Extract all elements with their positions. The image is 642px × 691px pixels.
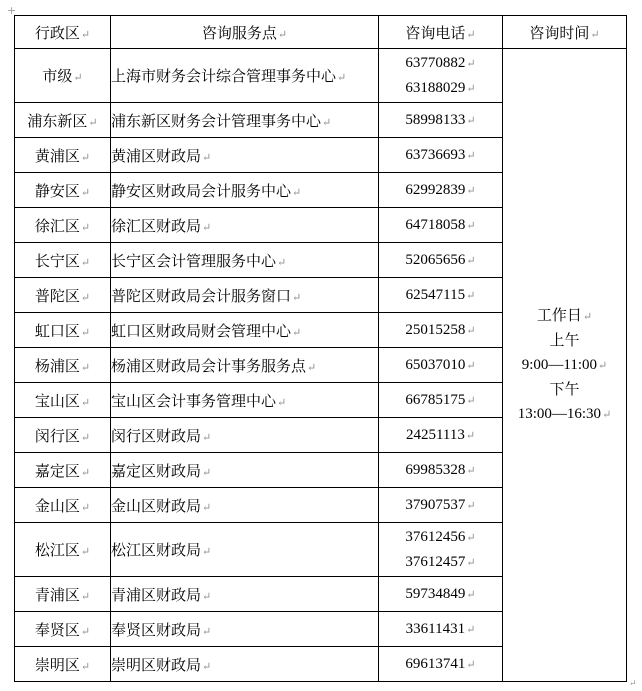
phone-number: 66785175↵ — [405, 391, 476, 408]
return-mark: ↵ — [292, 291, 302, 304]
phone-number: 62547115↵ — [405, 286, 476, 303]
district-cell: 虹口区↵ — [15, 313, 111, 348]
consultation-time-cell — [503, 49, 627, 682]
phone-number: 52065656↵ — [405, 251, 476, 268]
district-cell: 青浦区↵ — [15, 577, 111, 612]
return-mark: ↵ — [466, 57, 476, 70]
phone-number: 37907537↵ — [405, 496, 476, 513]
return-mark: ↵ — [80, 291, 91, 304]
service-point-cell: 徐汇区财政局↵ — [111, 208, 379, 243]
header-row — [15, 16, 627, 49]
district-cell: 松江区↵ — [15, 523, 111, 577]
table-body — [15, 49, 627, 682]
district-cell: 静安区↵ — [15, 173, 111, 208]
service-point-cell: 浦东新区财务会计管理事务中心↵ — [111, 103, 379, 138]
phone-number: 58998133↵ — [405, 111, 476, 128]
phone-cell — [379, 278, 503, 313]
consultation-table — [14, 15, 627, 682]
return-mark: ↵ — [466, 28, 476, 41]
phone-cell — [379, 348, 503, 383]
district-cell: 长宁区↵ — [15, 243, 111, 278]
return-mark: ↵ — [466, 531, 476, 544]
header-time — [503, 16, 627, 49]
return-mark: ↵ — [466, 588, 476, 601]
return-mark: ↵ — [292, 326, 302, 339]
time-line: 9:00—11:00↵ — [521, 356, 608, 373]
phone-number: 25015258↵ — [405, 321, 476, 338]
phone-cell — [379, 488, 503, 523]
return-mark: ↵ — [80, 590, 91, 603]
return-mark: ↵ — [202, 431, 212, 444]
return-mark: ↵ — [202, 625, 212, 638]
return-mark: ↵ — [80, 660, 91, 673]
phone-cell — [379, 173, 503, 208]
phone-cell — [379, 138, 503, 173]
return-mark: ↵ — [202, 590, 212, 603]
header-phone-label: 咨询电话 — [405, 25, 466, 42]
service-point-cell: 长宁区会计管理服务中心↵ — [111, 243, 379, 278]
return-mark: ↵ — [80, 151, 91, 164]
return-mark: ↵ — [466, 394, 476, 407]
service-point-cell: 崇明区财政局↵ — [111, 647, 379, 682]
return-mark: ↵ — [466, 149, 476, 162]
return-mark: ↵ — [582, 310, 593, 323]
return-mark: ↵ — [322, 116, 332, 129]
return-mark: ↵ — [466, 289, 476, 302]
phone-number: 62992839↵ — [405, 181, 476, 198]
phone-number: 69613741↵ — [405, 655, 476, 672]
return-mark: ↵ — [80, 625, 91, 638]
phone-cell — [379, 208, 503, 243]
district-cell: 浦东新区↵ — [15, 103, 111, 138]
phone-cell — [379, 453, 503, 488]
return-mark: ↵ — [466, 623, 476, 636]
district-cell: 黄浦区↵ — [15, 138, 111, 173]
phone-number: 64718058↵ — [405, 216, 476, 233]
district-cell: 徐汇区↵ — [15, 208, 111, 243]
return-mark: ↵ — [590, 28, 600, 41]
return-mark: ↵ — [202, 501, 212, 514]
header-service-point-label: 咨询服务点 — [201, 25, 277, 42]
return-mark: ↵ — [80, 256, 91, 269]
phone-cell — [379, 612, 503, 647]
district-cell: 嘉定区↵ — [15, 453, 111, 488]
service-point-cell: 虹口区财政局财会管理中心↵ — [111, 313, 379, 348]
return-mark: ↵ — [73, 72, 83, 84]
return-mark: ↵ — [202, 221, 212, 234]
header-district — [15, 16, 111, 49]
service-point-cell: 宝山区会计事务管理中心↵ — [111, 383, 379, 418]
return-mark: ↵ — [466, 114, 476, 127]
phone-cell — [379, 577, 503, 612]
district-cell: 闵行区↵ — [15, 418, 111, 453]
return-mark: ↵ — [277, 396, 287, 409]
service-point-cell: 金山区财政局↵ — [111, 488, 379, 523]
phone-cell — [379, 313, 503, 348]
service-point-cell: 上海市财务会计综合管理事务中心↵ — [111, 49, 379, 103]
return-mark: ↵ — [466, 82, 476, 95]
return-mark: ↵ — [202, 546, 212, 558]
time-line: 工作日↵ — [536, 307, 593, 324]
phone-number: 37612457↵ — [405, 553, 476, 570]
phone-number: 69985328↵ — [405, 461, 476, 478]
header-time-label: 咨询时间 — [529, 25, 590, 42]
service-point-cell: 黄浦区财政局↵ — [111, 138, 379, 173]
return-mark: ↵ — [80, 361, 91, 374]
phone-number: 37612456↵ — [405, 528, 476, 545]
district-cell: 市级↵ — [15, 49, 111, 103]
district-cell: 杨浦区↵ — [15, 348, 111, 383]
header-district-label: 行政区 — [34, 25, 80, 42]
table-row — [15, 49, 627, 103]
return-mark: ↵ — [466, 556, 476, 569]
return-mark: ↵ — [202, 660, 212, 673]
return-mark: ↵ — [80, 501, 91, 514]
district-cell: 普陀区↵ — [15, 278, 111, 313]
phone-number: 24251113↵ — [405, 426, 476, 443]
return-mark: ↵ — [80, 466, 91, 479]
return-mark: ↵ — [466, 184, 476, 197]
return-mark: ↵ — [307, 361, 317, 374]
phone-number: 63188029↵ — [405, 79, 476, 96]
time-line: 下午 — [549, 381, 580, 398]
return-mark: ↵ — [80, 396, 91, 409]
service-point-cell: 嘉定区财政局↵ — [111, 453, 379, 488]
header-phone — [379, 16, 503, 49]
phone-cell — [379, 103, 503, 138]
return-mark: ↵ — [466, 254, 476, 267]
return-mark: ↵ — [466, 324, 476, 337]
return-mark: ↵ — [202, 151, 212, 164]
phone-cell — [379, 383, 503, 418]
phone-cell — [379, 523, 503, 577]
return-mark: ↵ — [292, 186, 302, 199]
service-point-cell: 杨浦区财政局会计事务服务点↵ — [111, 348, 379, 383]
return-mark: ↵ — [466, 464, 476, 477]
return-mark: ↵ — [602, 408, 612, 421]
phone-cell — [379, 418, 503, 453]
return-mark: ↵ — [80, 546, 91, 558]
return-mark: ↵ — [337, 72, 347, 84]
return-mark: ↵ — [202, 466, 212, 479]
return-mark: ↵ — [466, 359, 476, 372]
return-mark: ↵ — [277, 28, 288, 41]
return-mark: ↵ — [598, 359, 608, 372]
return-mark: ↵ — [80, 28, 91, 41]
service-point-cell: 普陀区财政局会计服务窗口↵ — [111, 278, 379, 313]
return-mark: ↵ — [466, 219, 476, 232]
phone-number: 63736693↵ — [405, 146, 476, 163]
phone-cell — [379, 243, 503, 278]
return-mark: ↵ — [80, 326, 91, 339]
return-mark: ↵ — [465, 429, 476, 442]
end-of-table-mark: ↵ — [629, 678, 637, 688]
district-cell: 宝山区↵ — [15, 383, 111, 418]
phone-cell — [379, 49, 503, 103]
time-line: 13:00—16:30↵ — [517, 405, 612, 422]
return-mark: ↵ — [80, 221, 91, 234]
phone-number: 63770882↵ — [405, 54, 476, 71]
time-line: 上午 — [549, 332, 580, 349]
service-point-cell: 松江区财政局↵ — [111, 523, 379, 577]
district-cell: 金山区↵ — [15, 488, 111, 523]
return-mark: ↵ — [88, 116, 98, 129]
district-cell: 崇明区↵ — [15, 647, 111, 682]
service-point-cell: 青浦区财政局↵ — [111, 577, 379, 612]
phone-number: 65037010↵ — [405, 356, 476, 373]
service-point-cell: 奉贤区财政局↵ — [111, 612, 379, 647]
phone-cell — [379, 647, 503, 682]
return-mark: ↵ — [466, 658, 476, 671]
return-mark: ↵ — [466, 499, 476, 512]
return-mark: ↵ — [80, 431, 91, 444]
return-mark: ↵ — [277, 256, 287, 269]
table-move-handle: + — [7, 4, 17, 17]
header-service-point — [111, 16, 379, 49]
service-point-cell: 闵行区财政局↵ — [111, 418, 379, 453]
phone-number: 59734849↵ — [405, 585, 476, 602]
district-cell: 奉贤区↵ — [15, 612, 111, 647]
phone-number: 33611431↵ — [405, 620, 476, 637]
service-point-cell: 静安区财政局会计服务中心↵ — [111, 173, 379, 208]
return-mark: ↵ — [80, 186, 91, 199]
